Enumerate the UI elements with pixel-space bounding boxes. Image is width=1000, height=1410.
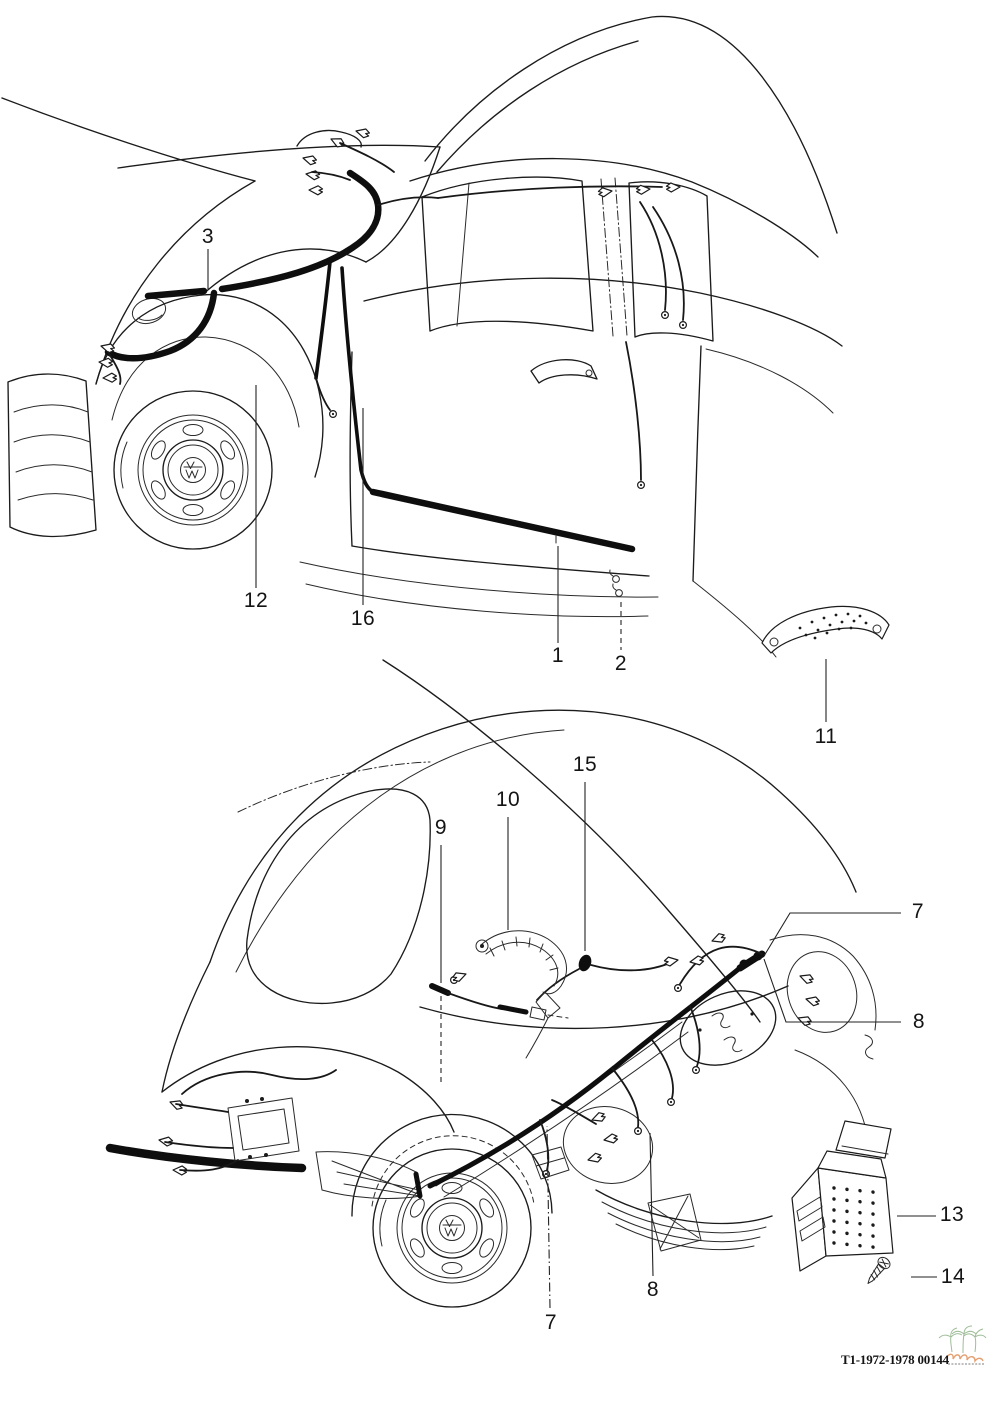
front-apron	[8, 374, 96, 536]
bumper	[596, 1190, 772, 1250]
leader-7-right	[764, 913, 901, 956]
callout-8-right: 8	[912, 1010, 926, 1033]
grommet-15	[537, 953, 679, 1000]
callout-3: 3	[201, 225, 215, 248]
bracket-10	[476, 931, 567, 1058]
callout-14: 14	[940, 1265, 966, 1288]
leader-8-right	[764, 959, 901, 1022]
callout-8-bottom: 8	[646, 1278, 660, 1301]
callout-1: 1	[551, 644, 565, 667]
callout-7-bottom: 7	[544, 1311, 558, 1334]
dashboard-harness	[99, 127, 687, 492]
license-light-housing	[668, 977, 787, 1080]
fusebox-13	[792, 1121, 893, 1271]
door-handle	[531, 360, 597, 383]
callout-16: 16	[350, 607, 376, 630]
plate-code: T1-1972-1978 00144	[841, 1352, 949, 1367]
callout-13: 13	[939, 1203, 965, 1226]
callout-15: 15	[572, 753, 598, 776]
front-section-drawing	[2, 16, 889, 722]
rear-section-drawing	[110, 660, 937, 1308]
perforated-cover-plate-11	[762, 606, 889, 653]
rear-car-outline	[162, 660, 876, 1307]
callout-7-right: 7	[911, 900, 925, 923]
callout-9: 9	[434, 816, 448, 839]
bumper-bracket	[648, 1194, 701, 1251]
callout-10: 10	[495, 788, 521, 811]
door-sill-harness	[373, 492, 632, 549]
callout-2: 2	[614, 652, 628, 675]
lamp-housing-connectors	[552, 1097, 661, 1193]
screw-14	[863, 1255, 892, 1287]
front-wheel	[114, 391, 272, 549]
door-window	[422, 177, 713, 341]
callout-11: 11	[814, 725, 838, 748]
callout-12: 12	[243, 589, 269, 612]
taillight-harness-boot	[675, 932, 821, 1027]
front-car-outline	[2, 16, 842, 657]
